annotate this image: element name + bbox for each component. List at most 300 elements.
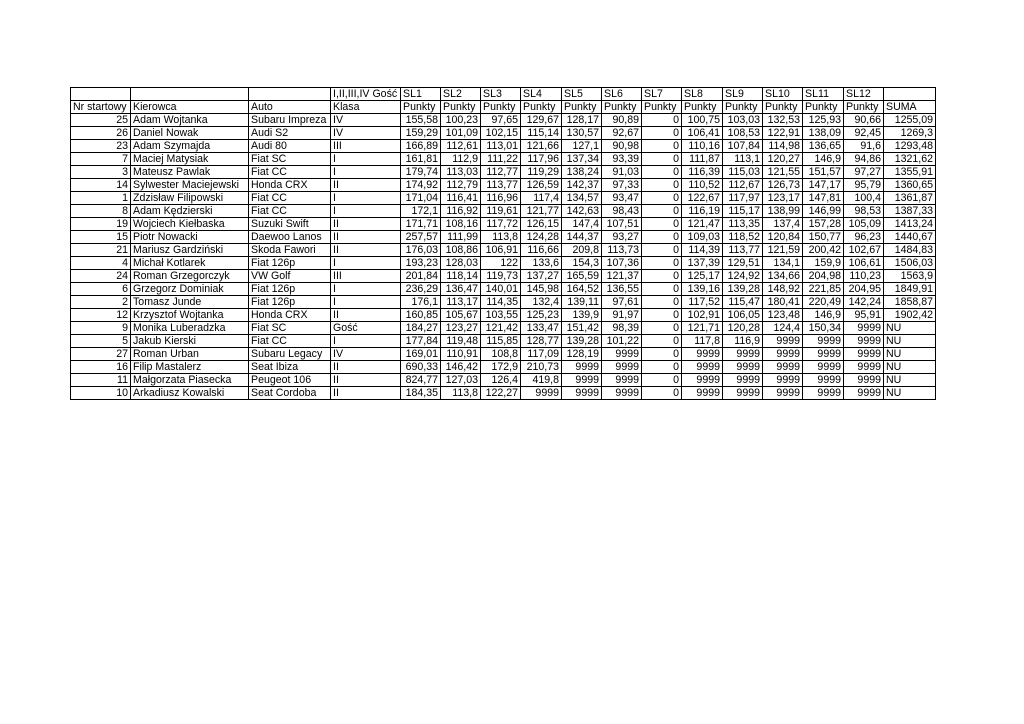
cell-sl1: 159,29 xyxy=(401,127,441,140)
cell-sl2: 128,03 xyxy=(441,257,481,270)
cell-class: I xyxy=(331,283,401,296)
cell-driver: Małgorzata Piasecka xyxy=(131,374,249,387)
cell-class: III xyxy=(331,270,401,283)
cell-sl5: 137,34 xyxy=(562,153,602,166)
cell-sl2: 118,14 xyxy=(441,270,481,283)
cell-sl10: 123,48 xyxy=(763,309,803,322)
cell-sl5: 128,19 xyxy=(562,348,602,361)
cell-sl2: 101,09 xyxy=(441,127,481,140)
cell-sl8: 139,16 xyxy=(682,283,723,296)
cell-sl4: 128,77 xyxy=(521,335,562,348)
cell-start-number: 4 xyxy=(71,257,131,270)
cell-sl10: 9999 xyxy=(763,348,803,361)
cell-car: Audi 80 xyxy=(249,140,331,153)
cell-sl3: 102,15 xyxy=(481,127,521,140)
cell-sl3: 119,73 xyxy=(481,270,521,283)
cell-sl10: 126,73 xyxy=(763,179,803,192)
cell-sl4: 126,15 xyxy=(521,218,562,231)
cell-car: Auto xyxy=(249,101,331,114)
cell-sl6: 97,33 xyxy=(602,179,642,192)
cell-sl9: 9999 xyxy=(723,348,763,361)
cell-sl10: 9999 xyxy=(763,387,803,400)
cell-sl11: 138,09 xyxy=(803,127,844,140)
cell-sl3: 117,72 xyxy=(481,218,521,231)
cell-sl8: 102,91 xyxy=(682,309,723,322)
cell-sl8: 117,52 xyxy=(682,296,723,309)
cell-class: Klasa xyxy=(331,101,401,114)
cell-sl12: 97,27 xyxy=(844,166,884,179)
cell-total: 1563,9 xyxy=(884,270,936,283)
cell-car: Fiat CC xyxy=(249,205,331,218)
cell-sl2: 111,99 xyxy=(441,231,481,244)
cell-class: III xyxy=(331,140,401,153)
cell-sl12: Punkty xyxy=(844,101,884,114)
cell-sl10: 134,1 xyxy=(763,257,803,270)
cell-driver: Tomasz Junde xyxy=(131,296,249,309)
cell-sl5: 142,63 xyxy=(562,205,602,218)
cell-sl2: 116,92 xyxy=(441,205,481,218)
table-row xyxy=(71,387,936,400)
cell-sl12: 102,67 xyxy=(844,244,884,257)
cell-sl5: 144,37 xyxy=(562,231,602,244)
cell-sl5: 9999 xyxy=(562,361,602,374)
cell-sl11: 150,34 xyxy=(803,322,844,335)
cell-sl12: 106,61 xyxy=(844,257,884,270)
cell-sl4: 133,47 xyxy=(521,322,562,335)
cell-sl6: 9999 xyxy=(602,387,642,400)
cell-car: Seat Cordoba xyxy=(249,387,331,400)
cell-sl5: SL5 xyxy=(562,88,602,101)
cell-class: I,II,III,IV Gość xyxy=(331,88,401,101)
cell-driver: Sylwester Maciejewski xyxy=(131,179,249,192)
cell-sl9: Punkty xyxy=(723,101,763,114)
cell-start-number: 15 xyxy=(71,231,131,244)
cell-sl12: 9999 xyxy=(844,322,884,335)
header-row-stages xyxy=(71,88,936,101)
cell-sl3: 108,8 xyxy=(481,348,521,361)
cell-sl2: 112,9 xyxy=(441,153,481,166)
cell-sl12: SL12 xyxy=(844,88,884,101)
cell-driver: Daniel Nowak xyxy=(131,127,249,140)
cell-class: II xyxy=(331,387,401,400)
cell-sl9: 115,47 xyxy=(723,296,763,309)
cell-sl6: 107,51 xyxy=(602,218,642,231)
cell-sl5: 142,37 xyxy=(562,179,602,192)
cell-class: II xyxy=(331,244,401,257)
cell-sl6: 9999 xyxy=(602,348,642,361)
cell-sl3: 97,65 xyxy=(481,114,521,127)
cell-sl8: 121,47 xyxy=(682,218,723,231)
cell-total: 1360,65 xyxy=(884,179,936,192)
cell-sl8: 110,52 xyxy=(682,179,723,192)
cell-sl8: 106,41 xyxy=(682,127,723,140)
cell-car xyxy=(249,88,331,101)
cell-driver xyxy=(131,88,249,101)
cell-sl7: 0 xyxy=(642,231,682,244)
cell-sl4: 119,29 xyxy=(521,166,562,179)
cell-sl7: 0 xyxy=(642,335,682,348)
cell-sl8: 9999 xyxy=(682,361,723,374)
cell-driver: Arkadiusz Kowalski xyxy=(131,387,249,400)
cell-sl6: 9999 xyxy=(602,374,642,387)
cell-driver: Roman Urban xyxy=(131,348,249,361)
cell-sl11: 159,9 xyxy=(803,257,844,270)
cell-total: 1355,91 xyxy=(884,166,936,179)
cell-sl4: Punkty xyxy=(521,101,562,114)
cell-sl7: 0 xyxy=(642,270,682,283)
cell-driver: Maciej Matysiak xyxy=(131,153,249,166)
table-row xyxy=(71,166,936,179)
cell-sl7: 0 xyxy=(642,257,682,270)
cell-sl9: 139,28 xyxy=(723,283,763,296)
cell-sl6: 101,22 xyxy=(602,335,642,348)
cell-class: IV xyxy=(331,127,401,140)
cell-sl6: 92,67 xyxy=(602,127,642,140)
cell-sl6: 107,36 xyxy=(602,257,642,270)
cell-sl2: 146,42 xyxy=(441,361,481,374)
cell-class: I xyxy=(331,257,401,270)
cell-sl9: 107,84 xyxy=(723,140,763,153)
cell-sl11: 220,49 xyxy=(803,296,844,309)
header-row-columns xyxy=(71,101,936,114)
cell-sl7: 0 xyxy=(642,140,682,153)
cell-sl7: 0 xyxy=(642,166,682,179)
cell-sl3: 113,77 xyxy=(481,179,521,192)
cell-sl6: 136,55 xyxy=(602,283,642,296)
cell-car: Subaru Impreza xyxy=(249,114,331,127)
cell-sl5: 164,52 xyxy=(562,283,602,296)
cell-sl9: 115,17 xyxy=(723,205,763,218)
cell-sl7: 0 xyxy=(642,387,682,400)
cell-sl1: 166,89 xyxy=(401,140,441,153)
cell-sl11: 150,77 xyxy=(803,231,844,244)
cell-sl8: 111,87 xyxy=(682,153,723,166)
cell-sl7: 0 xyxy=(642,283,682,296)
cell-car: Seat Ibiza xyxy=(249,361,331,374)
cell-total: 1849,91 xyxy=(884,283,936,296)
cell-sl12: 90,66 xyxy=(844,114,884,127)
cell-start-number: 11 xyxy=(71,374,131,387)
cell-sl8: 125,17 xyxy=(682,270,723,283)
cell-sl2: 108,16 xyxy=(441,218,481,231)
cell-sl9: 113,1 xyxy=(723,153,763,166)
cell-car: Fiat SC xyxy=(249,153,331,166)
cell-sl10: 137,4 xyxy=(763,218,803,231)
cell-sl12: 110,23 xyxy=(844,270,884,283)
cell-start-number: 5 xyxy=(71,335,131,348)
cell-sl11: 147,81 xyxy=(803,192,844,205)
cell-sl1: 179,74 xyxy=(401,166,441,179)
cell-class: II xyxy=(331,218,401,231)
cell-sl11: 9999 xyxy=(803,348,844,361)
cell-sl1: 201,84 xyxy=(401,270,441,283)
cell-car: Fiat 126p xyxy=(249,296,331,309)
cell-driver: Adam Wojtanka xyxy=(131,114,249,127)
cell-sl1: Punkty xyxy=(401,101,441,114)
cell-total: 1361,87 xyxy=(884,192,936,205)
cell-sl3: 119,61 xyxy=(481,205,521,218)
table-row xyxy=(71,309,936,322)
cell-sl7: 0 xyxy=(642,296,682,309)
cell-start-number: 16 xyxy=(71,361,131,374)
cell-sl1: 155,58 xyxy=(401,114,441,127)
cell-sl7: SL7 xyxy=(642,88,682,101)
cell-sl3: 113,8 xyxy=(481,231,521,244)
cell-car: Peugeot 106 xyxy=(249,374,331,387)
cell-sl8: SL8 xyxy=(682,88,723,101)
cell-sl5: 165,59 xyxy=(562,270,602,283)
cell-class: IV xyxy=(331,114,401,127)
cell-sl11: SL11 xyxy=(803,88,844,101)
cell-sl10: SL10 xyxy=(763,88,803,101)
table-row xyxy=(71,296,936,309)
cell-sl6: 91,03 xyxy=(602,166,642,179)
cell-start-number: 26 xyxy=(71,127,131,140)
cell-total xyxy=(884,88,936,101)
cell-sl5: 209,8 xyxy=(562,244,602,257)
cell-sl4: 210,73 xyxy=(521,361,562,374)
cell-car: Fiat SC xyxy=(249,322,331,335)
cell-sl12: 9999 xyxy=(844,387,884,400)
cell-sl6: 90,98 xyxy=(602,140,642,153)
results-table xyxy=(70,87,936,400)
cell-sl10: 138,99 xyxy=(763,205,803,218)
cell-sl10: 9999 xyxy=(763,361,803,374)
cell-sl9: 124,92 xyxy=(723,270,763,283)
cell-sl6: 98,43 xyxy=(602,205,642,218)
cell-car: Subaru Legacy xyxy=(249,348,331,361)
cell-sl8: 137,39 xyxy=(682,257,723,270)
cell-driver: Adam Szymajda xyxy=(131,140,249,153)
cell-car: Audi S2 xyxy=(249,127,331,140)
cell-sl10: Punkty xyxy=(763,101,803,114)
cell-sl5: 9999 xyxy=(562,374,602,387)
cell-driver: Mariusz Gardziński xyxy=(131,244,249,257)
cell-sl11: 146,99 xyxy=(803,205,844,218)
cell-sl1: 184,35 xyxy=(401,387,441,400)
cell-sl7: Punkty xyxy=(642,101,682,114)
cell-sl10: 134,66 xyxy=(763,270,803,283)
cell-sl3: 114,35 xyxy=(481,296,521,309)
table-row xyxy=(71,153,936,166)
cell-sl3: 122,27 xyxy=(481,387,521,400)
cell-sl11: 147,17 xyxy=(803,179,844,192)
cell-sl7: 0 xyxy=(642,348,682,361)
table-row xyxy=(71,218,936,231)
cell-sl1: 824,77 xyxy=(401,374,441,387)
cell-sl11: 146,9 xyxy=(803,153,844,166)
cell-total: NU xyxy=(884,374,936,387)
cell-sl4: 419,8 xyxy=(521,374,562,387)
cell-total: 1484,83 xyxy=(884,244,936,257)
cell-sl10: 9999 xyxy=(763,374,803,387)
cell-start-number: 14 xyxy=(71,179,131,192)
cell-sl7: 0 xyxy=(642,309,682,322)
cell-sl1: 690,33 xyxy=(401,361,441,374)
cell-sl2: 112,79 xyxy=(441,179,481,192)
cell-sl12: 9999 xyxy=(844,348,884,361)
cell-sl1: 169,01 xyxy=(401,348,441,361)
cell-sl11: 136,65 xyxy=(803,140,844,153)
cell-sl1: 174,92 xyxy=(401,179,441,192)
cell-sl2: 116,41 xyxy=(441,192,481,205)
cell-sl2: 113,03 xyxy=(441,166,481,179)
cell-start-number xyxy=(71,88,131,101)
table-row xyxy=(71,361,936,374)
cell-sl2: 113,8 xyxy=(441,387,481,400)
cell-sl3: 106,91 xyxy=(481,244,521,257)
cell-sl4: 121,77 xyxy=(521,205,562,218)
table-row xyxy=(71,348,936,361)
cell-sl5: 9999 xyxy=(562,387,602,400)
cell-sl9: 108,53 xyxy=(723,127,763,140)
cell-sl10: 124,4 xyxy=(763,322,803,335)
cell-sl3: 115,85 xyxy=(481,335,521,348)
cell-class: Gość xyxy=(331,322,401,335)
cell-sl8: Punkty xyxy=(682,101,723,114)
cell-sl9: SL9 xyxy=(723,88,763,101)
cell-total: SUMA xyxy=(884,101,936,114)
cell-sl3: 140,01 xyxy=(481,283,521,296)
cell-sl8: 121,71 xyxy=(682,322,723,335)
cell-sl2: 123,27 xyxy=(441,322,481,335)
cell-class: II xyxy=(331,374,401,387)
cell-class: I xyxy=(331,296,401,309)
cell-total: 1440,67 xyxy=(884,231,936,244)
cell-sl5: 138,24 xyxy=(562,166,602,179)
cell-sl1: 257,57 xyxy=(401,231,441,244)
cell-sl4: 117,09 xyxy=(521,348,562,361)
cell-sl8: 116,19 xyxy=(682,205,723,218)
cell-sl4: 132,4 xyxy=(521,296,562,309)
cell-sl11: 9999 xyxy=(803,374,844,387)
cell-sl1: 176,03 xyxy=(401,244,441,257)
cell-driver: Krzysztof Wojtanka xyxy=(131,309,249,322)
cell-total: 1321,62 xyxy=(884,153,936,166)
cell-sl9: 129,51 xyxy=(723,257,763,270)
cell-sl1: 177,84 xyxy=(401,335,441,348)
cell-sl12: 100,4 xyxy=(844,192,884,205)
cell-driver: Piotr Nowacki xyxy=(131,231,249,244)
cell-class: IV xyxy=(331,348,401,361)
cell-sl2: 100,23 xyxy=(441,114,481,127)
cell-start-number: 3 xyxy=(71,166,131,179)
cell-sl12: 9999 xyxy=(844,361,884,374)
cell-sl5: 139,28 xyxy=(562,335,602,348)
table-row xyxy=(71,231,936,244)
cell-sl11: 125,93 xyxy=(803,114,844,127)
cell-start-number: 24 xyxy=(71,270,131,283)
cell-sl10: 121,55 xyxy=(763,166,803,179)
cell-sl9: 113,35 xyxy=(723,218,763,231)
cell-start-number: 19 xyxy=(71,218,131,231)
cell-sl6: 93,39 xyxy=(602,153,642,166)
cell-sl5: 147,4 xyxy=(562,218,602,231)
cell-total: NU xyxy=(884,348,936,361)
cell-sl12: 91,6 xyxy=(844,140,884,153)
cell-sl6: 93,27 xyxy=(602,231,642,244)
cell-sl7: 0 xyxy=(642,361,682,374)
cell-sl8: 116,39 xyxy=(682,166,723,179)
cell-sl2: Punkty xyxy=(441,101,481,114)
table-row xyxy=(71,127,936,140)
cell-sl5: 130,57 xyxy=(562,127,602,140)
cell-sl3: 172,9 xyxy=(481,361,521,374)
cell-sl11: Punkty xyxy=(803,101,844,114)
cell-sl7: 0 xyxy=(642,218,682,231)
cell-sl6: 97,61 xyxy=(602,296,642,309)
cell-sl6: 121,37 xyxy=(602,270,642,283)
cell-sl9: 117,97 xyxy=(723,192,763,205)
cell-sl8: 9999 xyxy=(682,348,723,361)
cell-sl4: 117,4 xyxy=(521,192,562,205)
cell-car: Fiat CC xyxy=(249,192,331,205)
cell-sl7: 0 xyxy=(642,244,682,257)
cell-sl3: 113,01 xyxy=(481,140,521,153)
cell-sl5: Punkty xyxy=(562,101,602,114)
cell-sl10: 122,91 xyxy=(763,127,803,140)
cell-driver: Filip Mastalerz xyxy=(131,361,249,374)
table-row xyxy=(71,179,936,192)
cell-sl1: 171,71 xyxy=(401,218,441,231)
cell-sl5: 154,3 xyxy=(562,257,602,270)
cell-sl8: 110,16 xyxy=(682,140,723,153)
cell-sl8: 9999 xyxy=(682,387,723,400)
cell-start-number: 21 xyxy=(71,244,131,257)
cell-class: I xyxy=(331,335,401,348)
cell-sl2: 113,17 xyxy=(441,296,481,309)
cell-sl2: 136,47 xyxy=(441,283,481,296)
cell-sl9: 112,67 xyxy=(723,179,763,192)
cell-sl9: 120,28 xyxy=(723,322,763,335)
cell-total: 1293,48 xyxy=(884,140,936,153)
table-row xyxy=(71,257,936,270)
cell-sl3: 112,77 xyxy=(481,166,521,179)
cell-sl7: 0 xyxy=(642,179,682,192)
cell-sl3: 122 xyxy=(481,257,521,270)
cell-driver: Mateusz Pawlak xyxy=(131,166,249,179)
cell-sl2: 108,86 xyxy=(441,244,481,257)
table-row xyxy=(71,244,936,257)
cell-sl10: 123,17 xyxy=(763,192,803,205)
cell-sl10: 132,53 xyxy=(763,114,803,127)
cell-total: NU xyxy=(884,322,936,335)
cell-sl9: 113,77 xyxy=(723,244,763,257)
cell-total: 1902,42 xyxy=(884,309,936,322)
cell-sl3: 126,4 xyxy=(481,374,521,387)
cell-sl3: SL3 xyxy=(481,88,521,101)
cell-sl5: 139,11 xyxy=(562,296,602,309)
cell-sl10: 148,92 xyxy=(763,283,803,296)
cell-sl9: 9999 xyxy=(723,361,763,374)
cell-sl2: 105,67 xyxy=(441,309,481,322)
cell-class: I xyxy=(331,205,401,218)
cell-sl1: 184,27 xyxy=(401,322,441,335)
cell-total: 1387,33 xyxy=(884,205,936,218)
cell-sl12: 94,86 xyxy=(844,153,884,166)
cell-sl11: 221,85 xyxy=(803,283,844,296)
cell-car: VW Golf xyxy=(249,270,331,283)
cell-sl1: 236,29 xyxy=(401,283,441,296)
cell-sl8: 100,75 xyxy=(682,114,723,127)
cell-sl6: 91,97 xyxy=(602,309,642,322)
cell-sl7: 0 xyxy=(642,192,682,205)
cell-sl12: 9999 xyxy=(844,374,884,387)
table-row xyxy=(71,140,936,153)
cell-total: 1255,09 xyxy=(884,114,936,127)
cell-sl4: 137,27 xyxy=(521,270,562,283)
cell-sl11: 151,57 xyxy=(803,166,844,179)
